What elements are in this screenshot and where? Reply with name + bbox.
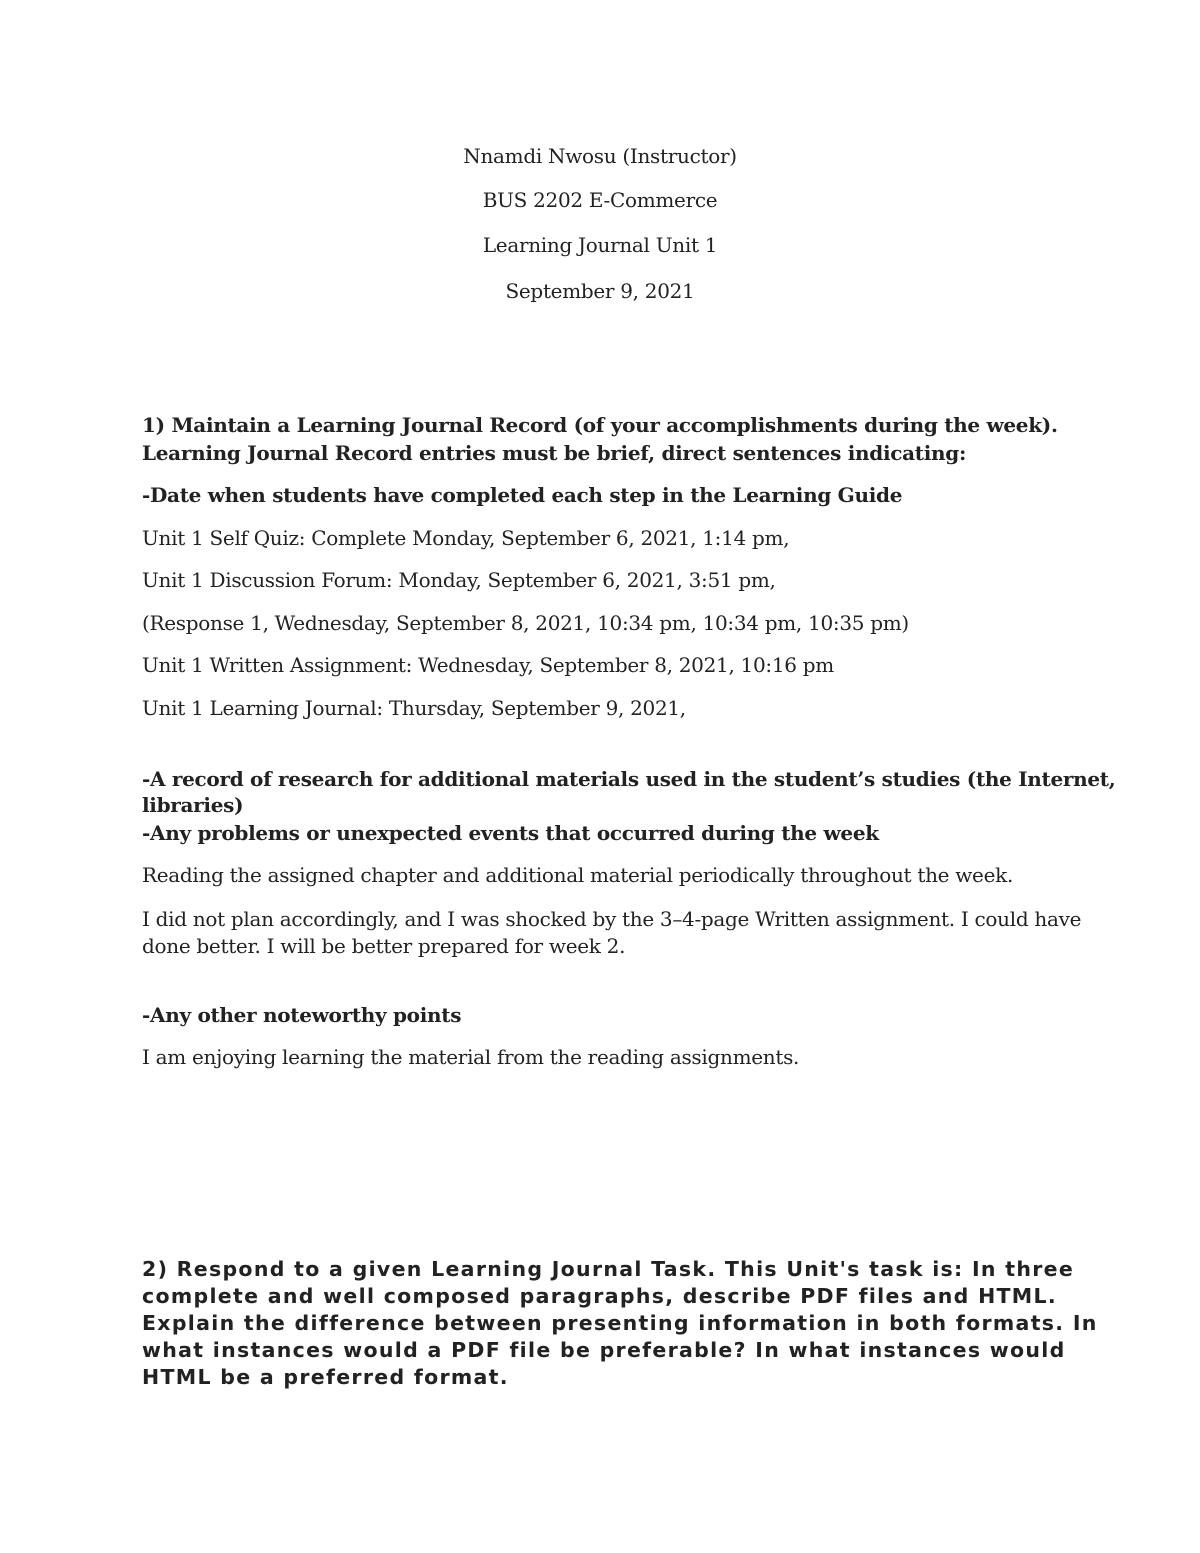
task-line: complete and well composed paragraphs, describe PDF files and HTML.: [142, 1284, 1057, 1308]
problems-text-line1: I did not plan accordingly, and I was shocked by the 3–4-page Written assignment. I could have: [142, 907, 1082, 931]
research-subheading-line2: libraries): [142, 793, 244, 817]
document-date: September 9, 2021: [505, 279, 695, 303]
section1-heading-line1: 1) Maintain a Learning Journal Record (of your accomplishments during the week).: [142, 413, 1058, 437]
assignment-title: Learning Journal Unit 1: [482, 233, 718, 257]
journal-entry: (Response 1, Wednesday, September 8, 2021, 10:34 pm, 10:34 pm, 10:35 pm): [142, 611, 909, 635]
journal-entry: Unit 1 Discussion Forum: Monday, September 6, 2021, 3:51 pm,: [142, 568, 776, 592]
research-text: Reading the assigned chapter and additional material periodically throughout the week.: [142, 863, 1014, 887]
problems-text-line2: done better. I will be better prepared for week 2.: [142, 934, 626, 958]
task-line: Explain the difference between presenting information in both formats. In: [142, 1311, 1098, 1335]
journal-entry: Unit 1 Self Quiz: Complete Monday, September 6, 2021, 1:14 pm,: [142, 526, 790, 550]
instructor-name: Nnamdi Nwosu (Instructor): [463, 144, 737, 168]
journal-entry: Unit 1 Written Assignment: Wednesday, September 8, 2021, 10:16 pm: [142, 653, 834, 677]
dates-subheading: -Date when students have completed each step in the Learning Guide: [142, 483, 903, 507]
problems-subheading: -Any problems or unexpected events that occurred during the week: [142, 821, 879, 845]
research-subheading-line1: -A record of research for additional materials used in the student’s studies (the Internet,: [142, 767, 1116, 791]
journal-entry: Unit 1 Learning Journal: Thursday, September 9, 2021,: [142, 696, 686, 720]
course-title: BUS 2202 E-Commerce: [482, 188, 718, 212]
other-subheading: -Any other noteworthy points: [142, 1003, 462, 1027]
task-line: 2) Respond to a given Learning Journal Task. This Unit's task is: In three: [142, 1257, 1075, 1281]
task-line: HTML be a preferred format.: [142, 1365, 509, 1389]
other-text: I am enjoying learning the material from the reading assignments.: [142, 1045, 800, 1069]
task-line: what instances would a PDF file be preferable? In what instances would: [142, 1338, 1066, 1362]
section2-task: [142, 1256, 1098, 1391]
section1-heading-line2: Learning Journal Record entries must be brief, direct sentences indicating:: [142, 441, 967, 465]
